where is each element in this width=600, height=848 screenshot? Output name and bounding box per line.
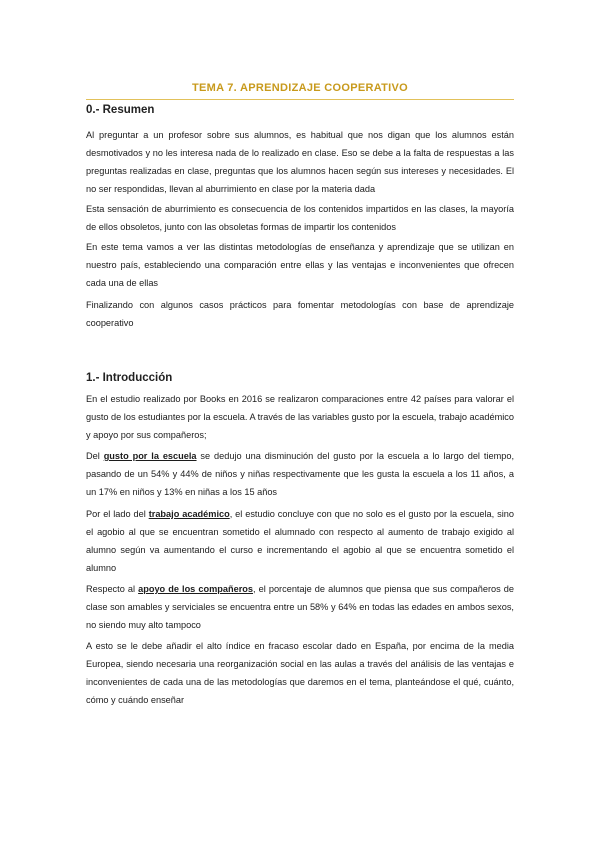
- intro-p2-lead: Del: [86, 451, 104, 461]
- intro-p4-lead: Respecto al: [86, 584, 139, 594]
- resumen-paragraph-3: En este tema vamos a ver las distintas metodologías de enseñanza y aprendizaje que se utilizan en nuestro país, estableciendo una comparación entre ellas y las ventajas e inconvenientes que ofrecen cada una de ellas: [86, 242, 514, 288]
- intro-paragraph-5: A esto se le debe añadir el alto índice en fracaso escolar dado en España, por encima de la media Europea, siendo necesaria una reorganización social en las aulas a través del análisis de las ventajas e inconvenientes de cada una de las metodologías que daremos en el tema, planteándose el qué, cuánto, cómo y cuándo enseñar: [86, 641, 514, 705]
- intro-paragraph-3: [86, 505, 514, 577]
- keyword-trabajo-academico: trabajo académico: [148, 509, 230, 519]
- intro-paragraph-2: [86, 447, 514, 501]
- resumen-paragraph-1: Al preguntar a un profesor sobre sus alumnos, es habitual que nos digan que los alumnos están desmotivados y no les interesa nada de lo realizado en clase. Eso se debe a la falta de respuestas a las preguntas realizadas en clase, preguntas que los alumnos hacen según sus intereses y necesidades. El no ser respondidas, llevan al aburrimiento en clase por la materia dada: [86, 130, 514, 194]
- section-heading-resumen: 0.- Resumen: [86, 104, 155, 116]
- section-heading-introduccion: 1.- Introducción: [86, 372, 173, 384]
- resumen-paragraph-2: Esta sensación de aburrimiento es consecuencia de los contenidos impartidos en las clases, la mayoría de ellos obsoletos, junto con las obsoletas formas de impartir los contenidos: [86, 204, 514, 232]
- title-divider: [86, 99, 514, 100]
- intro-p4-rest: , el porcentaje de alumnos que piensa que sus compañeros de clase son amables y serviciales se encuentra entre un 58% y 64% en todas las edades en ambos sexos, no siendo muy alto tampoco: [86, 584, 515, 630]
- intro-paragraph-4: [86, 580, 514, 634]
- intro-p3-lead: Por el lado del: [86, 509, 149, 519]
- intro-p2-rest: se dedujo una disminución del gusto por la escuela a lo largo del tiempo, pasando de un 54% y 44% de niños y niñas respectivamente que les gusta la escuela a los 11 años, a un 17% en niños y 13% en niñas a los 15 años: [86, 451, 514, 497]
- keyword-apoyo-de-los-companeros: apoyo de los compañeros: [138, 584, 253, 594]
- document-title: TEMA 7. APRENDIZAJE COOPERATIVO: [191, 82, 409, 94]
- intro-p3-rest: , el estudio concluye con que no solo es el gusto por la escuela, sino el agobio al que se encuentran sometido el alumnado con respecto al aumento de trabajo exigido al alumno según va aumentando el curso e incrementando el agobio al que se encuentra sometido el alumno: [86, 509, 514, 573]
- intro-paragraph-1: En el estudio realizado por Books en 2016 se realizaron comparaciones entre 42 países para valorar el gusto de los estudiantes por la escuela. A través de las variables gusto por la escuela, trabajo académico y apoyo por sus compañeros;: [86, 394, 514, 440]
- resumen-paragraph-4: Finalizando con algunos casos prácticos para fomentar metodologías con base de aprendizaje cooperativo: [86, 300, 514, 328]
- keyword-gusto-por-la-escuela: gusto por la escuela: [103, 451, 197, 461]
